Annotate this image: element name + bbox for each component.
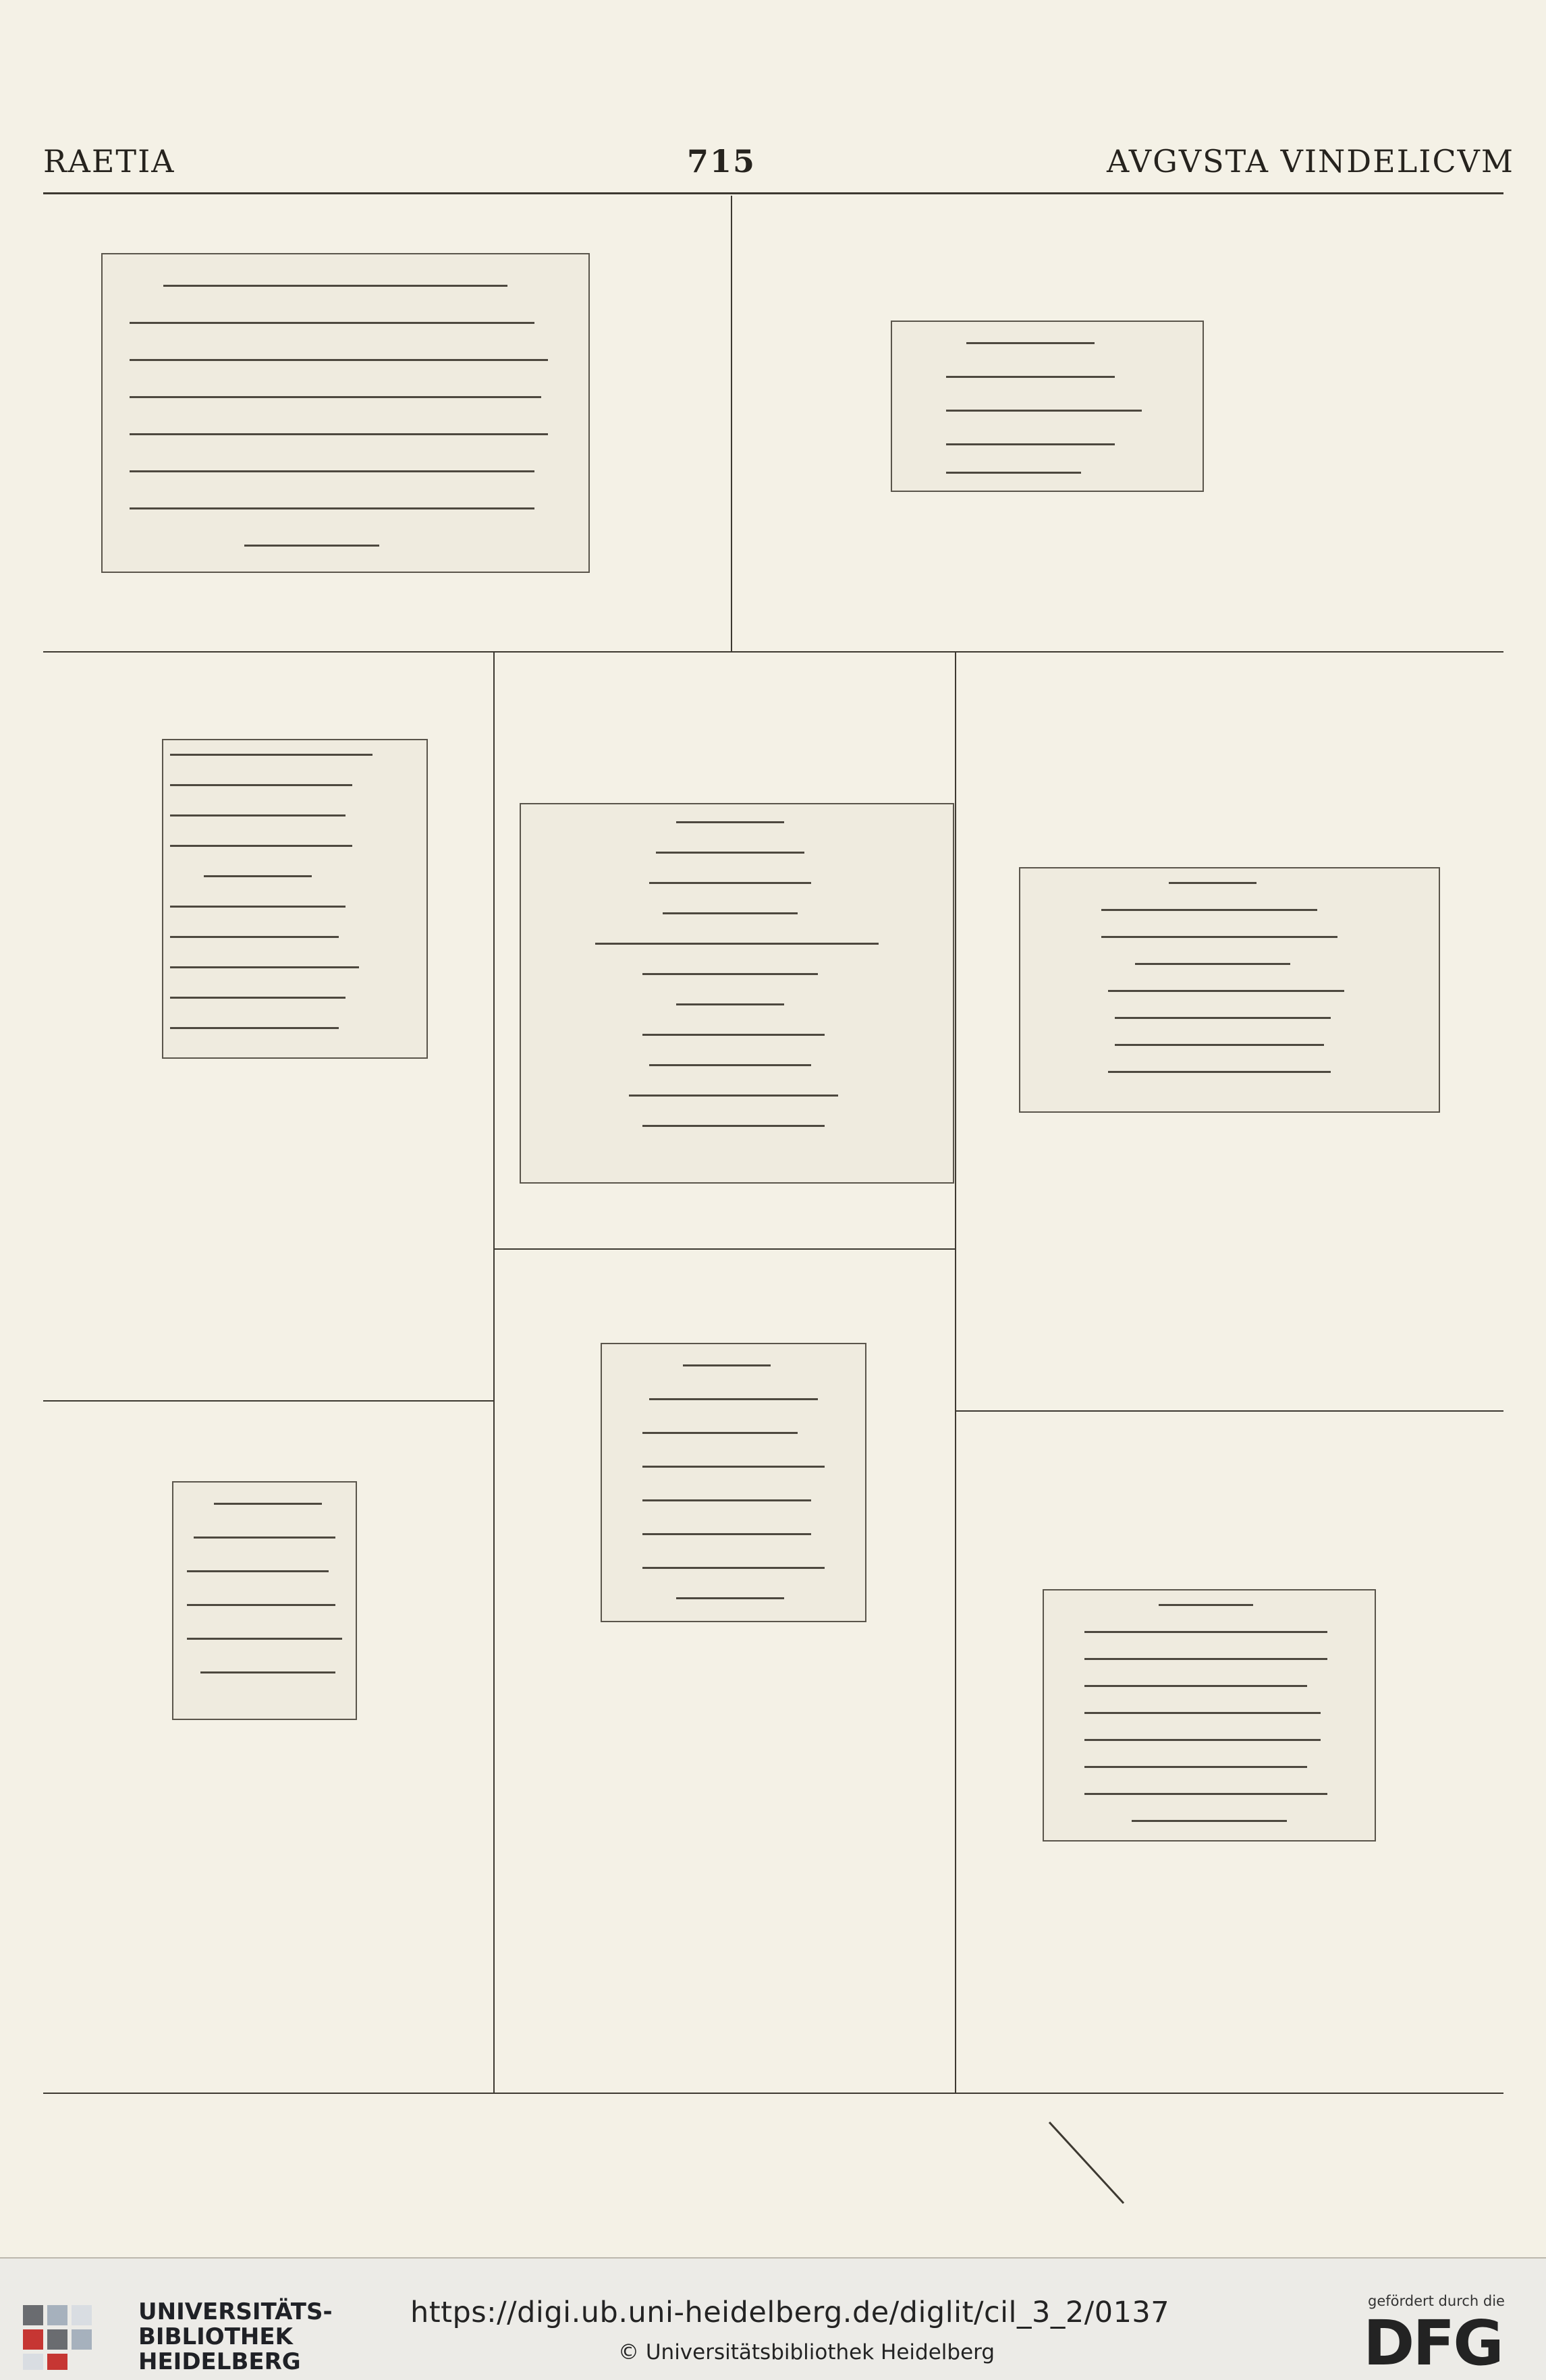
column-rule-top (731, 196, 732, 651)
inscription-line (170, 845, 352, 847)
inscription-line (170, 936, 339, 938)
column-rule-right (955, 653, 956, 2093)
inscription-line (642, 1567, 825, 1569)
inscription-line (1084, 1712, 1321, 1714)
inscription-line (130, 507, 534, 509)
inscription-line (1101, 909, 1317, 911)
inscription-line (200, 1671, 335, 1673)
inscription-block-5811 (172, 1481, 357, 1720)
inscription-block-5813 (601, 1343, 866, 1622)
inscription-line (649, 1398, 818, 1400)
inscription-line (1101, 936, 1337, 938)
inscription-line (642, 1432, 798, 1434)
inscription-line (244, 545, 379, 547)
inscription-line (1084, 1658, 1327, 1660)
inscription-line (170, 754, 372, 756)
inscription-line (1108, 1071, 1331, 1073)
inscription-line (170, 784, 352, 786)
inscription-block-5814 (1019, 867, 1440, 1113)
section-rule-left (43, 1400, 493, 1402)
inscription-line (194, 1537, 335, 1539)
inscription-block-5815 (1043, 1589, 1376, 1842)
inscription-block-5810 (162, 739, 428, 1059)
library-logo-icon (16, 2300, 136, 2373)
inscription-line (1115, 1017, 1331, 1019)
inscription-line (946, 410, 1142, 412)
inscription-line (163, 285, 507, 287)
inscription-line (214, 1503, 322, 1505)
sponsor-note: gefördert durch die (1368, 2293, 1505, 2309)
section-rule-right (956, 1410, 1503, 1412)
inscription-line (629, 1095, 838, 1097)
page-number: 715 (687, 143, 756, 179)
inscription-line (187, 1570, 329, 1572)
inscription-line (1115, 1044, 1324, 1046)
inscription-line (595, 943, 879, 945)
inscription-line (946, 472, 1081, 474)
inscription-line (1084, 1766, 1307, 1768)
inscription-line (642, 973, 818, 975)
inscription-line (170, 1027, 339, 1029)
inscription-line (1132, 1820, 1287, 1822)
inscription-line (1159, 1604, 1253, 1606)
inscription-line (642, 1034, 825, 1036)
page-corner-mark (1043, 2115, 1130, 2210)
inscription-line (642, 1125, 825, 1127)
copyright-line: © Universitätsbibliothek Heidelberg (618, 2340, 995, 2364)
inscription-line (170, 814, 346, 817)
inscription-line (1084, 1739, 1321, 1741)
inscription-line (130, 322, 534, 324)
inscription-line (676, 821, 784, 823)
inscription-line (642, 1533, 811, 1535)
inscription-line (642, 1466, 825, 1468)
inscription-line (946, 376, 1115, 378)
inscription-block-5812 (520, 803, 954, 1184)
inscription-line (170, 997, 346, 999)
record-url-link[interactable]: https://digi.ub.uni-heidelberg.de/diglit/cil_3_2/0137 (410, 2296, 1170, 2329)
section-rule-middle (495, 1248, 955, 1250)
inscription-line (170, 906, 346, 908)
inscription-line (1108, 990, 1344, 992)
inscription-line (187, 1638, 342, 1640)
running-head-right: AVGVSTA VINDELICVM (1107, 143, 1514, 179)
inscription-line (649, 882, 811, 884)
inscription-line (170, 966, 359, 968)
inscription-line (130, 396, 541, 398)
library-name: UNIVERSITÄTS- BIBLIOTHEK HEIDELBERG (138, 2298, 333, 2375)
inscription-block-5809 (891, 321, 1204, 492)
column-rule-left (493, 653, 495, 2093)
inscription-line (187, 1604, 335, 1606)
inscription-line (1135, 963, 1290, 965)
section-rule-top (43, 651, 1503, 653)
running-head-left: RAETIA (43, 143, 175, 179)
inscription-line (676, 1003, 784, 1005)
inscription-line (130, 359, 548, 361)
inscription-line (130, 470, 534, 472)
inscription-block-5808 (101, 253, 590, 573)
inscription-line (656, 852, 804, 854)
inscription-line (683, 1364, 771, 1366)
inscription-line (676, 1597, 784, 1599)
inscription-line (130, 433, 548, 435)
header-rule (43, 192, 1503, 194)
inscription-line (1084, 1793, 1327, 1795)
inscription-line (946, 443, 1115, 445)
inscription-line (1084, 1685, 1307, 1687)
inscription-line (204, 875, 312, 877)
inscription-line (966, 342, 1095, 344)
inscription-line (642, 1499, 811, 1501)
inscription-line (1084, 1631, 1327, 1633)
inscription-line (649, 1064, 811, 1066)
inscription-line (1169, 882, 1257, 884)
section-rule-bottom (43, 2093, 1503, 2094)
dfg-logo: DFG (1363, 2307, 1502, 2379)
inscription-line (663, 912, 798, 914)
